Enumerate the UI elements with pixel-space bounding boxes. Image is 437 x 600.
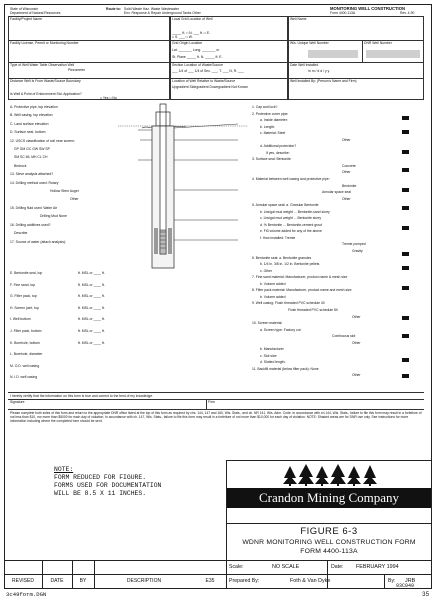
right-item-well-casing: 9. Well casing: Flush threaded PVC schedule 40 (252, 301, 325, 306)
rev-by-header: BY (79, 578, 87, 584)
enforcement-yes-no: □ Yes □ No (100, 96, 117, 100)
left-items-col-1 (10, 103, 79, 246)
left-item-well-casing: B. Well casing, top elevation (10, 113, 53, 118)
top-right-block (288, 16, 424, 100)
figure-note (54, 466, 161, 498)
right-item-filter-pack: 8. Filter pack material: Manufacturer, product name and mesh size (252, 288, 352, 293)
msl-text: ft. MSL or ____ ft. (78, 282, 105, 287)
right-item-cap-lock: 1. Cap and lock? (252, 105, 278, 109)
header-state: State of Wisconsin (10, 7, 39, 11)
rev-revised-header: REVISED (12, 578, 34, 584)
gradient-options: Upgradient Sidegradient Downgradient Not Known (172, 85, 248, 89)
drawing-number: 93C049 (396, 583, 415, 589)
right-item-concrete: Concrete (342, 163, 356, 168)
distance-well-label: Distance Well Is From Waste/Source Boundary (10, 79, 81, 83)
elev-item-filter-pack: G. Filter pack, top (10, 294, 37, 299)
left-item-hollow-stem: Hollow Stem Auger (50, 189, 79, 194)
right-item-screen-type: a. Screen type: Factory cut (260, 327, 301, 332)
rev-description-header: DESCRIPTION (126, 578, 162, 584)
left-item-bedrock: Bedrock (14, 163, 27, 168)
company-name: Crandon Mining Company (227, 488, 431, 508)
right-item-material-between: 4. Material between well casing and protective pipe: (252, 177, 330, 182)
by-label: By: (388, 578, 396, 584)
location-relative-label: Location of Well Relative to Waste/Source (172, 79, 236, 83)
pine-trees-logo (282, 464, 378, 486)
left-item-drilling-mud: Drilling Mud None (40, 214, 67, 219)
right-item-continuous-slot: Continuous slot (332, 334, 356, 339)
right-item-material: c. Material: Steel (260, 131, 286, 136)
type-of-well-label: Type of Well Water Table Observation Well (10, 63, 75, 67)
right-item-volume: e. Ft3 volume added for any of the above (260, 229, 322, 234)
elev-item-filter-pack-bottom: J. Filter pack, bottom (10, 328, 42, 333)
msl-text: ft. MSL or ____ ft. (78, 271, 105, 275)
well-name-label: Well Name (290, 17, 307, 21)
local-grid-label: Local Grid Location of Well (172, 17, 213, 21)
elev-item-borehole-diameter: L. Borehole, diameter (10, 352, 43, 357)
note-line-3: WILL BE 8.5 X 11 INCHES. (54, 490, 147, 497)
msl-text: ft. MSL or ____ ft. (78, 294, 105, 299)
date-label: Date: (331, 564, 344, 570)
signature-label: Signature (10, 400, 25, 404)
right-item-bentonite-seal: 6. Bentonite seal: a. Bentonite granules (252, 255, 312, 260)
top-left-block (8, 16, 170, 100)
route-options-2: Env. Response & Repair Underground Tanks Other (124, 11, 201, 15)
elev-item-fine-sand: F. Fine sand, top (10, 282, 36, 287)
right-item-inside-diameter: a. Inside diameter: (260, 118, 288, 123)
date-installed-label: Date Well Installed (290, 63, 319, 67)
right-item-pvc-80: Flush threaded PVC schedule 80 (288, 307, 338, 312)
prepared-by-label: Prepared By: (229, 578, 260, 584)
right-item-length: b. Length: (260, 124, 276, 129)
scale-label: Scale: (229, 564, 244, 570)
right-item-how-installed: f. How installed: Tremie (260, 235, 296, 240)
left-item-water-source: 17. Source of water (attach analysis): (10, 239, 66, 244)
elev-item-od-casing: M. O.D. well casing (10, 363, 40, 368)
right-item-volume: b. Volume added (260, 294, 286, 299)
header-dept: Department of Natural Resources (10, 11, 61, 15)
file-name: 3c49form.DGN (6, 591, 47, 598)
elev-item-well-bottom: I. Well bottom (10, 317, 31, 322)
right-item-screen-material: 10. Screen material: (252, 321, 283, 326)
form-rev: Rev. 4-90 (400, 11, 415, 15)
scale-value: NO SCALE (272, 564, 300, 570)
right-item-surface-seal: 3. Surface seal: Bentonite (252, 157, 291, 162)
left-item-land-surface: C. Land surface elevation (10, 121, 49, 126)
msl-text: ft. MSL or ____ ft. (78, 305, 105, 310)
right-item-annular-space: 5. Annular space seal: a. Granular Bentonite (252, 203, 319, 208)
right-item-manufacturer: b. Manufacturer (260, 347, 284, 352)
right-item-annular-seal: Annular space seal (322, 190, 351, 195)
right-item-other: Other (352, 373, 361, 378)
date-value: FEBRUARY 1994 (356, 564, 399, 570)
facility-license-label: Facility License, Permit or Monitoring Number (10, 41, 79, 45)
elev-item-screen-joint: H. Screen joint, top (10, 305, 39, 310)
form-title: MONITORING WELL CONSTRUCTION (330, 6, 405, 11)
right-item-mud-weight-1: b. Lbs/gal mud weight ... Bentonite-sand slurry (260, 209, 330, 214)
grid-st-plane: St. Plane _____ ft. N. _____ ft. E. (172, 55, 223, 59)
rev-code: E35 (205, 578, 215, 584)
code-column (400, 102, 422, 392)
grid-origin-label: Grid Origin Location (172, 41, 203, 45)
page-number: 35 (422, 591, 430, 598)
figure-number: FIGURE 6-3 (300, 526, 358, 537)
date-format: m m / d d / y y (308, 69, 330, 73)
left-item-surface-seal: D. Surface seal, bottom (10, 130, 46, 135)
wdnr-form (8, 6, 424, 444)
right-item-other: c. Other (260, 268, 273, 273)
right-item-additional-protection: d. Additional protection? (260, 144, 297, 149)
msl-text: ft. MSL or ____ ft. (78, 340, 105, 345)
dnr-well-label: DNR Well Number (364, 41, 392, 45)
right-item-bentonite: Bentonite (342, 183, 357, 188)
right-item-mud-weight-2: c. Lbs/gal mud weight ... Bentonite slurry (260, 216, 322, 221)
left-item-describe: Describe (14, 231, 28, 236)
left-item-drilling-method: 14. Drilling method used: Rotary (10, 180, 59, 185)
grid-lat-long: Lat. _______ Long. _______ or (172, 48, 220, 52)
certify-statement: I hereby certify that the information on this form is true and correct to the best of my knowledge. (10, 394, 154, 398)
right-item-other: Other (342, 196, 351, 201)
well-diagram (118, 100, 248, 270)
right-item-backfill: 11. Backfill material (below filter pack): None (252, 366, 319, 371)
grid-ft-n: _____ ft. □ N. ___ ft. □ E. (172, 31, 211, 35)
rev-date-header: DATE (50, 578, 64, 584)
elevation-msl-col (78, 268, 105, 349)
left-item-protective-pipe: A. Protective pipe, top elevation (10, 105, 58, 109)
right-item-bentonite-pct: d. % Bentonite ... Bentonite-cement grout (260, 222, 323, 227)
note-title: NOTE: (54, 466, 74, 473)
well-installed-by-label: Well Installed By: (Person's Name and Firm) (290, 79, 357, 83)
right-item-slotted-length: d. Slotted length: (260, 360, 286, 365)
piezometer-label: Piezometer (68, 68, 86, 72)
right-item-slot-size: c. Slot size: (260, 353, 278, 358)
route-options-1: Solid Waste Haz. Waste Wastewater (124, 7, 180, 11)
grid-ft-s: □ S. ___ □ W. (172, 35, 193, 39)
left-item-uscs-row-1: GP GM GC GW SW SP (14, 147, 50, 152)
right-item-other: Other (352, 340, 361, 345)
left-item-other: Other (70, 197, 79, 202)
shaded-dnr-area (308, 50, 358, 58)
elev-item-bentonite-seal: E. Bentonite seal, top (10, 271, 43, 275)
firm-label: Firm (208, 400, 215, 404)
right-item-pellets: b. 1/4 in. 3/8 in. 1/2 in. Bentonite pellets (260, 262, 320, 267)
fine-print: Please complete both sides of this form and return to the appropriate DNR office listed at the top of this form as required by chs. 144, 147 and 160, Wis. Stats., and ch. NR 141, Wis. Adm. Code. In accordance with ch.144, Wis. Stats., failure to file this form may result in a forfeiture of not less than $10, nor more than $5000 for each day of violation. In accordance with ch. 147, Wis. Stats., failure to file this form may result in a forfeiture of not more than $10,000 for each day of violation. NOTE: Shaded areas are for DNR use only. See instructions for more information including where the completed form should be sent. (10, 411, 422, 423)
left-item-drilling-fluid: 15. Drilling fluid used: Water Air (10, 205, 58, 210)
right-item-other: Other (342, 170, 351, 175)
right-item-other: Other (352, 314, 361, 319)
right-item-cover-pipe: 2. Protective cover pipe: (252, 111, 289, 116)
shaded-dnr-area (366, 50, 420, 58)
figure-title-line-1: WDNR MONITORING WELL CONSTRUCTION FORM (242, 539, 416, 546)
right-item-describe: If yes, describe: (266, 150, 290, 155)
facility-name-label: Facility/Project Name (10, 17, 43, 21)
left-item-uscs-row-2: SM SC ML MH CL CH (14, 155, 48, 160)
by-value: JRB (405, 578, 416, 584)
section-location-line: ___ 1/4 of ___ 1/4 of Sec. ___, T. ___ N, R. ___ (172, 69, 244, 73)
elev-item-id-casing: N. I.D. well casing (10, 375, 38, 380)
figure-title-line-2: FORM 4400-113A (300, 548, 358, 555)
note-line-2: FORMS USED FOR DOCUMENTATION (54, 482, 162, 489)
note-line-1: FORM REDUCED FOR FIGURE. (54, 474, 147, 481)
left-item-uscs: 12. USCS classification of soil near screen: (10, 138, 75, 143)
right-item-volume: b. Volume added (260, 281, 286, 286)
right-items-col (252, 104, 366, 379)
section-location-label: Section Location of Waste/Source (172, 63, 223, 67)
prepared-by-value: Foth & Van Dyke (290, 578, 331, 584)
route-to: Route to: (106, 7, 121, 11)
form-number: Form 4400-113A (330, 11, 356, 15)
elev-item-borehole-bottom: K. Borehole, bottom (10, 340, 40, 345)
enforcement-label: Is Well A Point of Enforcement Std. Application? (10, 92, 82, 96)
left-item-sieve: 13. Sieve analysis attached? (10, 172, 54, 177)
right-item-gravity: Gravity (352, 249, 363, 254)
right-item-other: Other (342, 137, 351, 142)
elevation-items (10, 268, 42, 384)
left-item-additives: 16. Drilling additives used? (10, 222, 51, 227)
msl-text: ft. MSL or ____ ft. (78, 317, 105, 322)
msl-text: ft. MSL or ____ ft. (78, 328, 105, 333)
right-item-fine-sand: 7. Fine sand material: Manufacturer, product name & mesh size (252, 275, 348, 280)
right-item-tremie-pumped: Tremie pumped (342, 242, 366, 247)
wis-unique-label: Wis. Unique Well Number (290, 41, 329, 45)
